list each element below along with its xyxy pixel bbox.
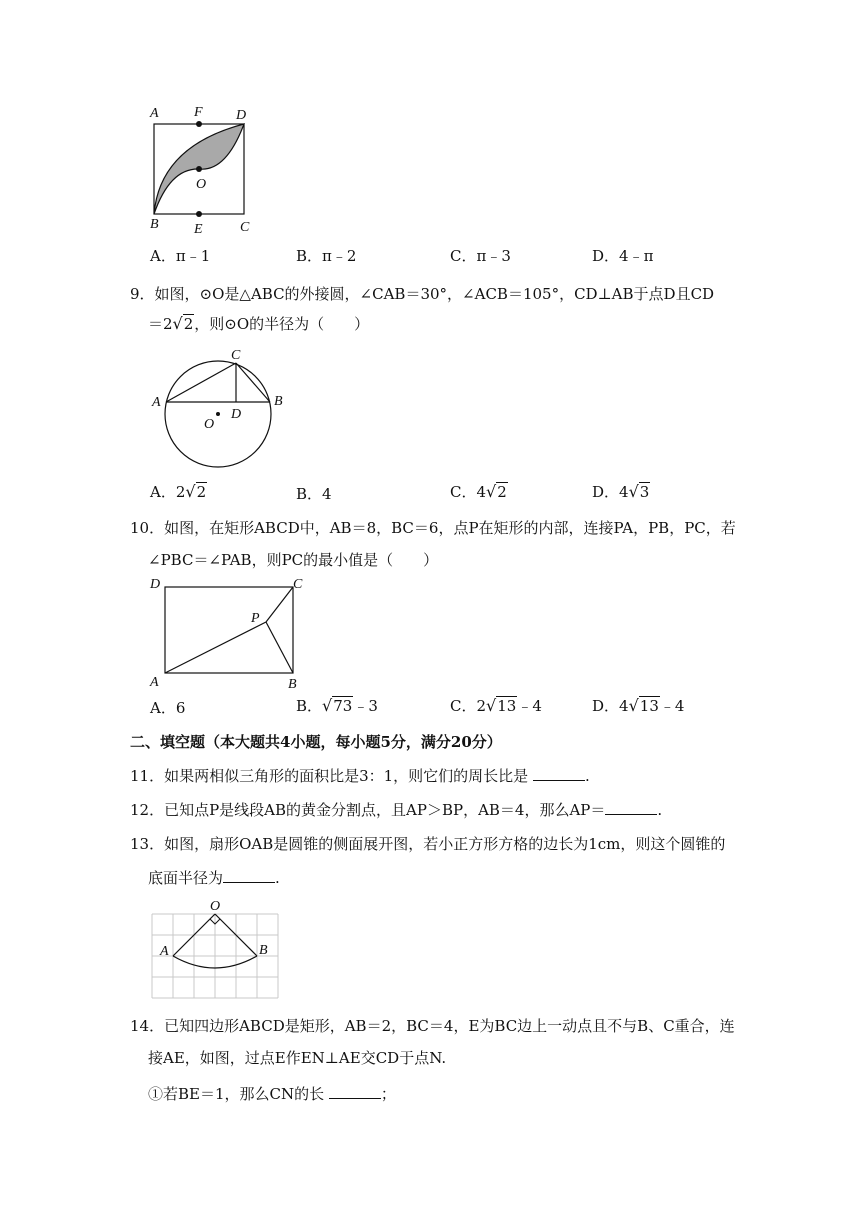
q9-sqrt-value: 2 — [183, 315, 194, 333]
q8-option-b: B．π﹣2 — [296, 247, 357, 265]
q10-option-c-suffix: ﹣4 — [517, 697, 542, 715]
q9-segment-ac — [166, 363, 236, 402]
q9-line2-suffix: ，则⊙O的半径为（ ） — [194, 315, 370, 333]
q8-option-d: D．4﹣π — [592, 247, 654, 265]
q14-part1 — [148, 1084, 396, 1104]
q10-option-b — [296, 696, 378, 716]
q10-label-b: B — [288, 677, 297, 692]
q9-option-c-prefix: C．4 — [450, 483, 487, 501]
q9-option-a-rad: 2 — [196, 483, 207, 501]
q11-text: 11．如果两相似三角形的面积比是3：1，则它们的周长比是 — [130, 767, 529, 785]
q8-label-e: E — [194, 222, 203, 237]
q9-sqrt: √2 — [172, 314, 194, 333]
q10-option-c-sqrt: √13 — [486, 696, 517, 715]
q8-label-c: C — [240, 220, 250, 235]
q10-label-p: P — [251, 611, 260, 626]
q13-text: 底面半径为 — [148, 869, 224, 887]
q10-segment-pc — [266, 587, 293, 622]
q9-label-b: B — [274, 394, 283, 409]
q10-stem-line2: ∠PBC＝∠PAB，则PC的最小值是（ ） — [148, 551, 439, 569]
q8-option-a: A．π﹣1 — [150, 247, 211, 265]
q13-figure — [148, 898, 283, 1002]
q13-label-o: O — [210, 899, 221, 914]
q10-option-d-prefix: D．4 — [592, 697, 629, 715]
q10-label-d: D — [150, 577, 161, 592]
q10-option-a: A．6 — [150, 699, 186, 717]
q10-label-c: C — [293, 577, 303, 592]
q14-part1-text: ①若BE＝1，那么CN的长 — [148, 1085, 325, 1103]
q9-option-d — [592, 482, 650, 502]
q9-option-a-sqrt: √2 — [185, 482, 207, 501]
q9-label-o: O — [204, 417, 215, 432]
q9-option-c-sqrt: √2 — [486, 482, 507, 501]
q13-stem-line1: 13．如图，扇形OAB是圆锥的侧面展开图，若小正方形方格的边长为1cm，则这个圆锥的 — [130, 835, 726, 853]
q10-figure — [145, 574, 315, 692]
q10-option-d — [592, 696, 684, 716]
q8-point-f — [196, 121, 202, 127]
q8-label-b: B — [150, 217, 159, 232]
q13-label-a: A — [160, 944, 169, 959]
q9-figure — [145, 342, 295, 472]
q8-label-d: D — [236, 108, 247, 123]
q10-option-d-rad: 13 — [639, 697, 659, 715]
q11-end: . — [584, 767, 590, 785]
q11-answer-blank[interactable] — [533, 766, 585, 781]
q14-stem-line1: 14．已知四边形ABCD是矩形，AB＝2，BC＝4，E为BC边上一动点且不与B、C重合，连 — [130, 1017, 735, 1035]
q8-label-o: O — [196, 177, 207, 192]
q9-option-d-sqrt: √3 — [628, 482, 650, 501]
q9-stem-line2 — [148, 314, 369, 334]
q13-end: . — [275, 869, 280, 887]
q13-label-b: B — [259, 943, 268, 958]
q10-option-b-suffix: ﹣3 — [353, 697, 378, 715]
q10-option-d-suffix: ﹣4 — [659, 697, 685, 715]
q10-option-d-sqrt: √13 — [628, 696, 659, 715]
q10-stem-line1: 10．如图，在矩形ABCD中，AB＝8，BC＝6，点P在矩形的内部，连接PA，PB，PC，若 — [130, 519, 736, 537]
q9-center-point — [216, 412, 220, 416]
q9-line2-prefix: ＝2 — [148, 315, 173, 333]
q9-label-a: A — [152, 395, 161, 410]
q10-segment-pb — [266, 622, 293, 673]
q9-option-d-prefix: D．4 — [592, 483, 629, 501]
q8-figure — [140, 98, 260, 240]
q9-option-d-rad: 3 — [639, 483, 650, 501]
q11-stem — [130, 766, 590, 786]
q9-label-d: D — [231, 407, 242, 422]
q9-label-c: C — [231, 348, 241, 363]
q10-option-c — [450, 696, 542, 716]
q8-point-o — [196, 166, 202, 172]
q9-segment-cb — [236, 363, 270, 402]
q8-label-a: A — [150, 106, 159, 121]
q9-option-a-prefix: A．2 — [150, 483, 186, 501]
q14-end: ； — [380, 1085, 396, 1103]
section-heading-fill-in: 二、填空题（本大题共4小题，每小题5分，满分20分） — [130, 733, 502, 751]
q10-option-c-rad: 13 — [497, 697, 517, 715]
q9-stem-line1: 9．如图，⊙O是△ABC的外接圆，∠CAB＝30°，∠ACB＝105°，CD⊥AB于点D且CD — [130, 285, 715, 303]
q10-segment-pa — [165, 622, 266, 673]
q10-option-b-prefix: B． — [296, 697, 323, 715]
q12-stem — [130, 800, 662, 820]
q13-answer-blank[interactable] — [223, 868, 275, 883]
q10-option-b-sqrt: √73 — [322, 696, 353, 715]
q9-option-b: B．4 — [296, 485, 332, 503]
q10-option-b-rad: 73 — [333, 697, 353, 715]
q8-option-c: C．π﹣3 — [450, 247, 511, 265]
q12-end: . — [657, 801, 663, 819]
q9-option-a — [150, 482, 207, 502]
q14-answer-blank[interactable] — [329, 1084, 381, 1099]
q10-label-a: A — [150, 675, 159, 690]
q9-option-c — [450, 482, 508, 502]
q10-option-c-prefix: C．2 — [450, 697, 487, 715]
q8-label-f: F — [194, 105, 203, 120]
q14-stem-line2: 接AE，如图，过点E作EN⊥AE交CD于点N. — [148, 1049, 447, 1067]
q12-answer-blank[interactable] — [605, 800, 657, 815]
q12-text: 12．已知点P是线段AB的黄金分割点，且AP＞BP，AB＝4，那么AP＝ — [130, 801, 606, 819]
q9-option-c-rad: 2 — [497, 483, 507, 501]
q8-point-e — [196, 211, 202, 217]
q13-stem-line2 — [148, 868, 280, 888]
q10-rectangle — [165, 587, 293, 673]
